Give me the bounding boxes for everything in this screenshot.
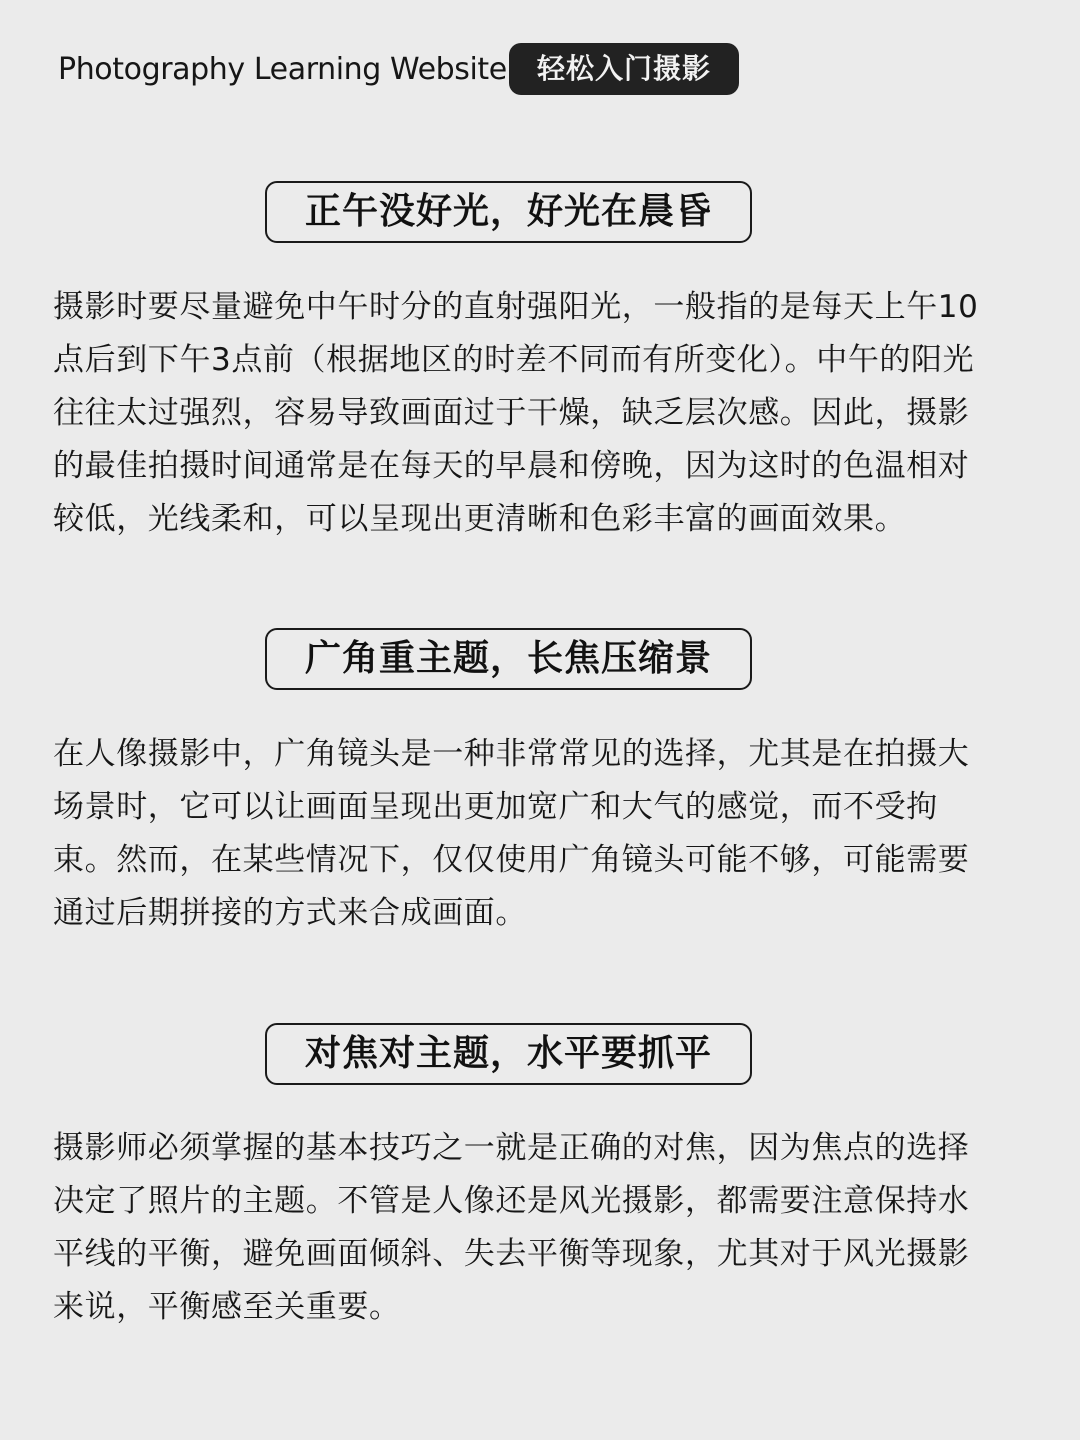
paragraph-line: 决定了照片的主题。不管是人像还是风光摄影，都需要注意保持水: [53, 1183, 970, 1219]
paragraph-line: 摄影师必须掌握的基本技巧之一就是正确的对焦，因为焦点的选择: [53, 1130, 970, 1166]
section-body-focus: [53, 1122, 1031, 1334]
paragraph-line: 摄影时要尽量避免中午时分的直射强阳光，一般指的是每天上午10: [53, 289, 979, 325]
section-heading-lighting: 正午没好光，好光在晨昏: [265, 181, 752, 243]
paragraph-line: 通过后期拼接的方式来合成画面。: [53, 895, 527, 931]
paragraph-line: 平线的平衡，避免画面倾斜、失去平衡等现象，尤其对于风光摄影: [53, 1236, 970, 1272]
paragraph-line: 点后到下午3点前（根据地区的时差不同而有所变化）。中午的阳光: [53, 342, 975, 378]
section-heading-focus: 对焦对主题，水平要抓平: [265, 1023, 752, 1085]
site-title: Photography Learning Website: [58, 52, 507, 87]
paragraph-line: 较低，光线柔和，可以呈现出更清晰和色彩丰富的画面效果。: [53, 501, 907, 537]
paragraph-line: 束。然而，在某些情况下，仅仅使用广角镜头可能不够，可能需要: [53, 842, 970, 878]
section-body-lenses: [53, 728, 1031, 940]
section-heading-lenses: 广角重主题，长焦压缩景: [265, 628, 752, 690]
paragraph-line: 往往太过强烈，容易导致画面过于干燥，缺乏层次感。因此，摄影: [53, 395, 970, 431]
category-tag: 轻松入门摄影: [509, 43, 739, 95]
paragraph-line: 在人像摄影中，广角镜头是一种非常常见的选择，尤其是在拍摄大: [53, 736, 970, 772]
section-body-lighting: [53, 281, 1031, 546]
paragraph-line: 场景时，它可以让画面呈现出更加宽广和大气的感觉，而不受拘: [53, 789, 938, 825]
paragraph-line: 的最佳拍摄时间通常是在每天的早晨和傍晚，因为这时的色温相对: [53, 448, 970, 484]
paragraph-line: 来说，平衡感至关重要。: [53, 1289, 401, 1325]
